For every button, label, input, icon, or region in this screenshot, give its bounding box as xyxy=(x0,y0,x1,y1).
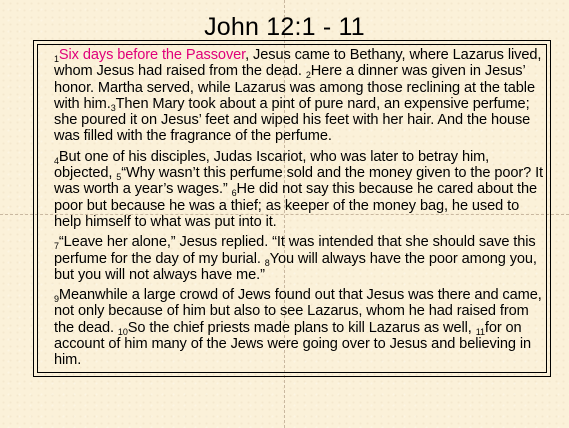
paragraph-1 xyxy=(54,47,548,145)
verse-1-highlight: Six days before the Passover xyxy=(58,47,246,63)
verse-number-8: 8 xyxy=(264,257,270,268)
paragraph-3 xyxy=(54,234,548,283)
verse-10-text: So the chief priests made plans to kill Lazarus as well, xyxy=(127,319,476,336)
verse-number-9: 9 xyxy=(54,294,59,305)
verse-7-text: “Leave her alone,” Jesus replied. “It was intended that she should save this perfume for the day of my burial. xyxy=(54,234,536,267)
verse-number-3: 3 xyxy=(110,102,116,113)
verse-4-text: But one of his disciples, Judas Iscariot, who was later to betray him, objected, xyxy=(54,148,490,182)
verse-1-text: , Jesus came to Bethany, where Lazarus lived, whom Jesus had raised from the dead. xyxy=(54,47,542,80)
verse-number-1: 1 xyxy=(54,54,59,64)
verse-number-7: 7 xyxy=(54,241,59,252)
verse-8-text: You will always have the poor among you, but you will not always have me.” xyxy=(54,250,537,283)
verse-11-text: for on account of him many of the Jews were going over to Jesus and believing in him. xyxy=(54,319,531,369)
verse-2-text: Here a dinner was given in Jesus’ honor. Martha served, while Lazarus was among those reclining at the table with him. xyxy=(54,63,535,112)
verse-5-text: “Why wasn’t this perfume sold and the money given to the poor? It was worth a year’s wages.” xyxy=(54,165,544,198)
paragraph-2 xyxy=(54,149,548,230)
verse-3-text: Then Mary took about a pint of pure nard, an expensive perfume; she poured it on Jesus’ feet and wiped his feet with her hair. And the house was filled with the fragrance of the perfume. xyxy=(54,95,531,145)
paragraph-4 xyxy=(54,287,548,368)
slide-title: John 12:1 - 11 xyxy=(204,13,365,41)
verse-number-5: 5 xyxy=(116,172,122,183)
verse-number-2: 2 xyxy=(305,70,311,81)
verse-9-text: Meanwhile a large crowd of Jews found out that Jesus was there and came, not only because of him but also to see Lazarus, whom he had raised from the dead. xyxy=(54,287,542,336)
verse-number-10: 10 xyxy=(117,326,128,337)
passage-text xyxy=(54,47,548,373)
verse-number-4: 4 xyxy=(54,155,59,166)
verse-number-6: 6 xyxy=(231,188,237,199)
verse-number-11: 11 xyxy=(475,326,485,337)
verse-6-text: He did not say this because he cared about the poor but because he was a thief; as keeper of the money bag, he used to help himself to what was put into it. xyxy=(54,181,537,230)
